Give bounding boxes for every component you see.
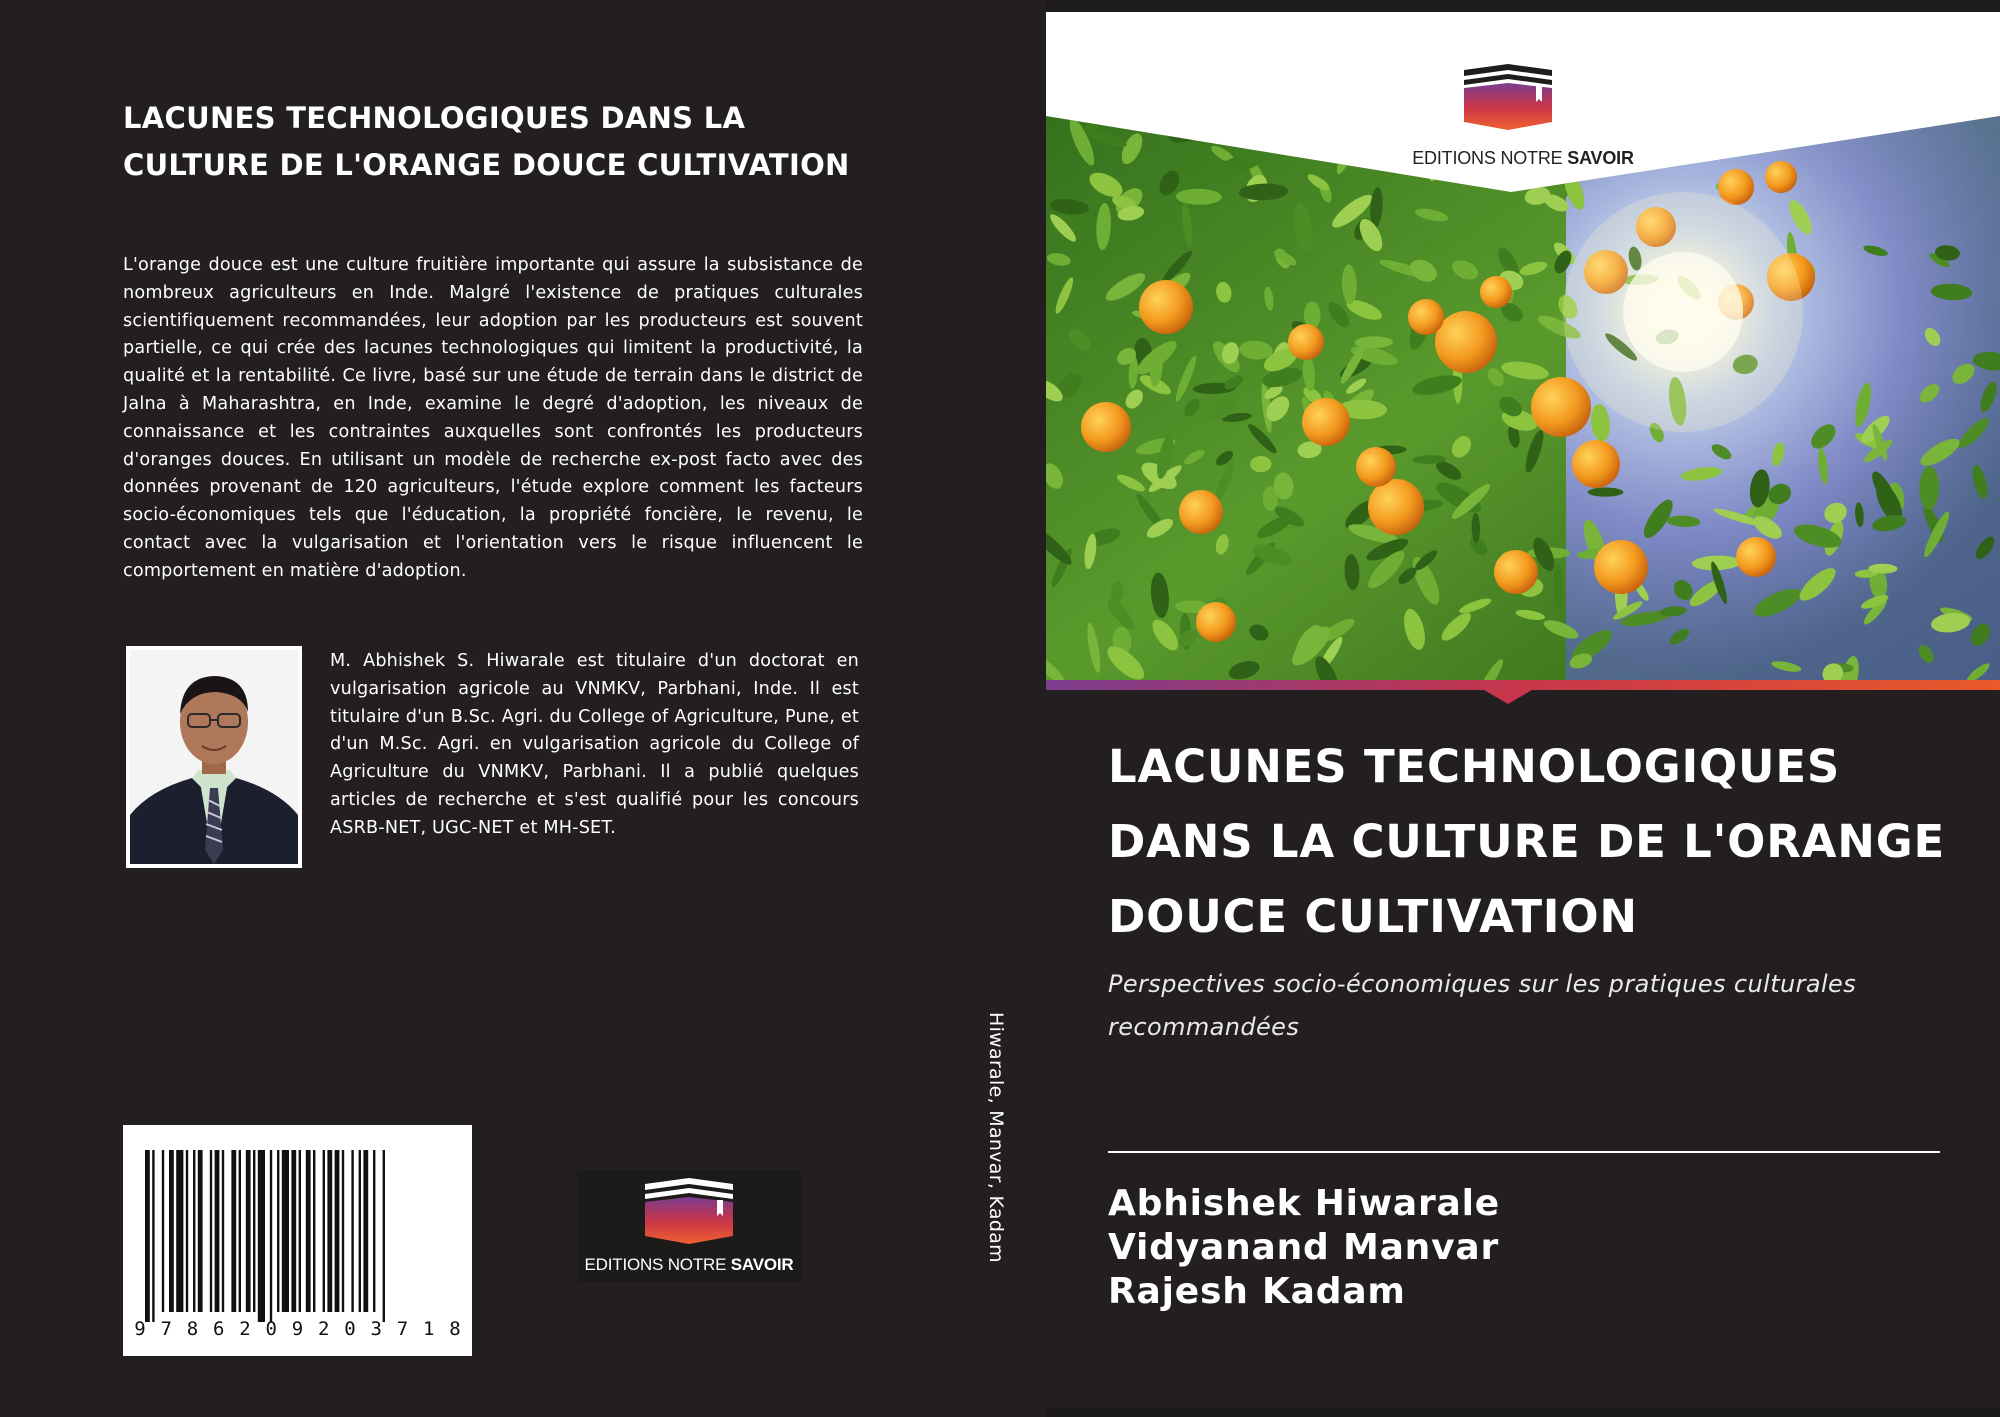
- author-bio: M. Abhishek S. Hiwarale est titulaire d'un doctorat en vulgarisation agricole au VNMKV, Parbhani, Inde. Il est titulaire d'un B.Sc. Agri. du College of Agriculture, Pune, et d'un M.Sc. Agri. en vulgarisation agricole du College of Agriculture du VNMKV, Parbhani. Il a publié quelques articles de recherche et s'est qualifié pour les concours ASRB-NET, UGC-NET et MH-SET.: [330, 651, 859, 838]
- front-cover: [1046, 0, 2000, 1417]
- spine: [946, 0, 1046, 1417]
- author-photo: [126, 646, 302, 868]
- isbn-digit: 1: [423, 1318, 435, 1340]
- divider: [1108, 1151, 1940, 1153]
- front-top-band: [1046, 0, 2000, 12]
- isbn-digit: 7: [396, 1318, 409, 1340]
- isbn-digit: 6: [213, 1318, 225, 1340]
- front-authors: [1108, 1182, 1908, 1314]
- isbn-digit: 0: [265, 1318, 277, 1340]
- back-publisher-logo: [577, 1170, 801, 1282]
- author-name: Rajesh Kadam: [1108, 1271, 1406, 1312]
- isbn-digit: 2: [239, 1318, 251, 1340]
- author-name: Vidyanand Manvar: [1108, 1227, 1500, 1268]
- front-publisher-name: EDITIONS NOTRE SAVOIR: [1412, 148, 1634, 168]
- isbn-digit: 3: [370, 1318, 382, 1340]
- isbn-barcode: [123, 1125, 472, 1356]
- isbn-digit: 9: [134, 1318, 146, 1340]
- isbn-digit: 0: [344, 1318, 356, 1340]
- isbn-digit: 8: [186, 1318, 199, 1340]
- spine-authors: Hiwarale, Manvar, Kadam: [985, 1012, 1007, 1263]
- isbn-digit: 2: [318, 1318, 330, 1340]
- back-publisher-name: EDITIONS NOTRE SAVOIR: [584, 1255, 794, 1274]
- back-cover-blurb: L'orange douce est une culture fruitière importante qui assure la subsistance de nombreux agriculteurs en Inde. Malgré l'existence de pratiques culturales scientifiquement recommandées, leur adoption par les producteurs est souvent partielle, ce qui crée des lacunes technologiques qui limitent la productivité, la qualité et la rentabilité. Ce livre, basé sur une étude de terrain dans le district de Jalna à Maharashtra, en Inde, examine le degré d'adoption, les niveaux de connaissance et les contraintes auxquelles sont confrontés les producteurs d'oranges douces. En utilisant un modèle de recherche ex-post facto avec des données provenant de 120 agriculteurs, l'étude explore comment les facteurs socio-économiques tels que l'éducation, la propriété foncière, le revenu, le contact avec la vulgarisation et l'orientation vers le risque influencent le comportement en matière d'adoption.: [123, 255, 863, 581]
- book-stack-icon: [577, 1170, 801, 1250]
- front-cover-subtitle: Perspectives socio-économiques sur les pratiques culturales recommandées: [1108, 970, 1857, 1041]
- isbn-digit: 8: [449, 1318, 461, 1340]
- orange-tree-photo: [1046, 12, 2000, 680]
- front-cover-title: LACUNES TECHNOLOGIQUES DANS LA CULTURE DE L'ORANGE DOUCE CULTIVATION: [1108, 740, 1946, 943]
- front-bottom-band: [1046, 1408, 2000, 1417]
- isbn-digit: 9: [291, 1318, 304, 1340]
- isbn-digits: [131, 1318, 464, 1342]
- author-name: Abhishek Hiwarale: [1108, 1183, 1500, 1224]
- back-cover-title: LACUNES TECHNOLOGIQUES DANS LA CULTURE DE L'ORANGE DOUCE CULTIVATION: [123, 101, 850, 182]
- isbn-digit: 7: [160, 1318, 172, 1340]
